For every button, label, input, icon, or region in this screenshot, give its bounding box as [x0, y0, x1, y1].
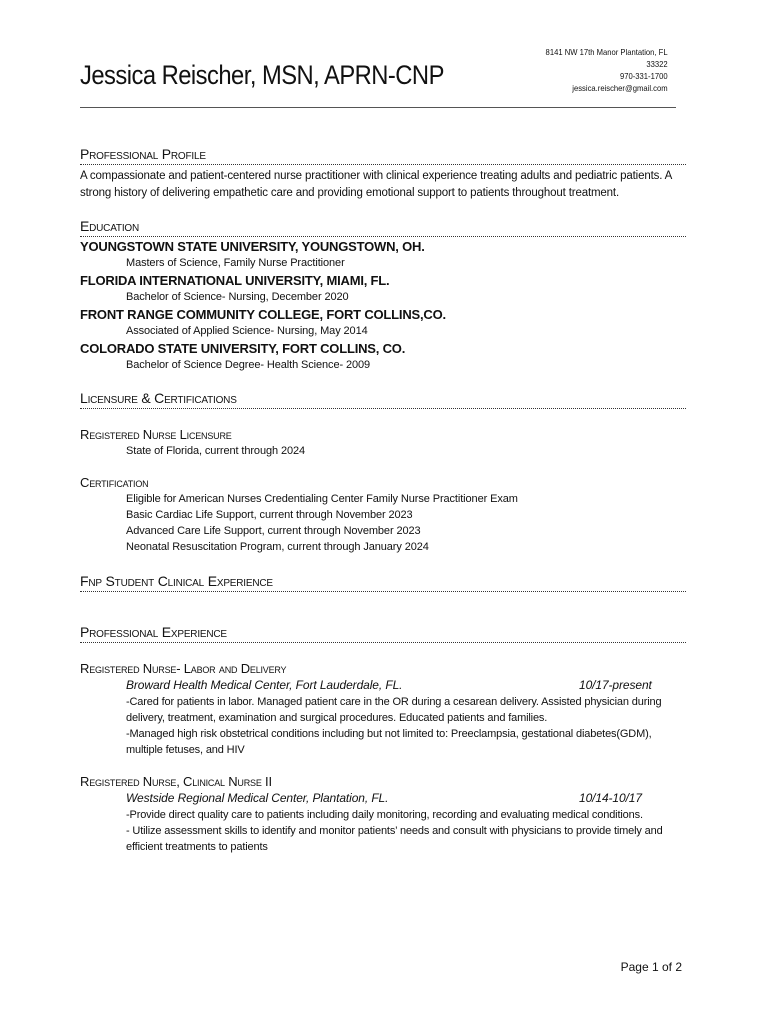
page-number: Page 1 of 2 [620, 960, 682, 974]
education-list [80, 239, 686, 373]
job-entry [80, 773, 686, 855]
degree-text: Masters of Science, Family Nurse Practitioner [126, 257, 345, 269]
fnp-experience-heading: Fnp Student Clinical Experience [80, 573, 686, 592]
school-name: YOUNGSTOWN STATE UNIVERSITY, YOUNGSTOWN, OH. [80, 239, 425, 254]
job-employer-line [126, 790, 686, 807]
address-line-1: 8141 NW 17th Manor Plantation, FL [545, 47, 668, 57]
job-bullet: -Provide direct quality care to patients including daily monitoring, recording and evaluating medical conditions. [126, 809, 643, 821]
job-entry [80, 660, 686, 758]
degree-text: Associated of Applied Science- Nursing, May 2014 [126, 325, 368, 337]
job-bullet: - Utilize assessment skills to identify and monitor patients’ needs and consult with physicians to provide timely and efficient treatments to patients [126, 825, 663, 853]
profile-heading: Professional Profile [80, 146, 686, 165]
certification-item: Neonatal Resuscitation Program, current through January 2024 [126, 541, 429, 553]
certification-item: Basic Cardiac Life Support, current through November 2023 [126, 509, 413, 521]
job-employer: Westside Regional Medical Center, Plantation, FL. [126, 791, 389, 805]
phone-number: 970-331-1700 [620, 71, 668, 81]
rn-licensure-heading: Registered Nurse Licensure [80, 427, 232, 442]
job-dates: 10/14-10/17 [579, 791, 642, 805]
job-bullet: -Cared for patients in labor. Managed patient care in the OR during a cesarean delivery. Assisted physician during delivery, treatment, examination and surgical procedures. Educated patients and families. [126, 696, 662, 724]
profile-text: A compassionate and patient-centered nurse practitioner with clinical experience treating adults and pediatric patients. A strong history of delivering empathetic care and providing emotional support to patients throughout treatment. [80, 170, 672, 199]
experience-heading: Professional Experience [80, 624, 686, 643]
certification-heading: Certification [80, 475, 149, 490]
degree-text: Bachelor of Science- Nursing, December 2020 [126, 291, 349, 303]
resume-body [80, 146, 686, 855]
job-employer: Broward Health Medical Center, Fort Lauderdale, FL. [126, 678, 403, 692]
school-name: FLORIDA INTERNATIONAL UNIVERSITY, MIAMI, FL. [80, 273, 390, 288]
job-title: Registered Nurse, Clinical Nurse II [80, 774, 272, 789]
certification-list [80, 491, 686, 555]
job-title: Registered Nurse- Labor and Delivery [80, 661, 287, 676]
rn-licensure-text: State of Florida, current through 2024 [126, 445, 306, 457]
job-dates: 10/17-present [579, 678, 652, 692]
degree-text: Bachelor of Science Degree- Health Science- 2009 [126, 359, 371, 371]
certification-item: Eligible for American Nurses Credentialing Center Family Nurse Practitioner Exam [126, 493, 518, 505]
job-bullet: -Managed high risk obstetrical conditions including but not limited to: Preeclampsia, gestational diabetes(GDM), multiple fetuses, and HIV [126, 728, 652, 756]
job-employer-line [126, 677, 686, 694]
address-line-2: 33322 [646, 59, 668, 69]
school-name: FRONT RANGE COMMUNITY COLLEGE, FORT COLLINS,CO. [80, 307, 446, 322]
certification-item: Advanced Care Life Support, current through November 2023 [126, 525, 421, 537]
contact-block [546, 46, 668, 94]
email-address: jessica.reischer@gmail.com [572, 83, 668, 93]
education-heading: Education [80, 218, 686, 237]
licensure-heading: Licensure & Certifications [80, 390, 686, 409]
header-divider [80, 107, 676, 108]
candidate-name: Jessica Reischer, MSN, APRN-CNP [80, 60, 444, 90]
school-name: COLORADO STATE UNIVERSITY, FORT COLLINS, CO. [80, 341, 406, 356]
